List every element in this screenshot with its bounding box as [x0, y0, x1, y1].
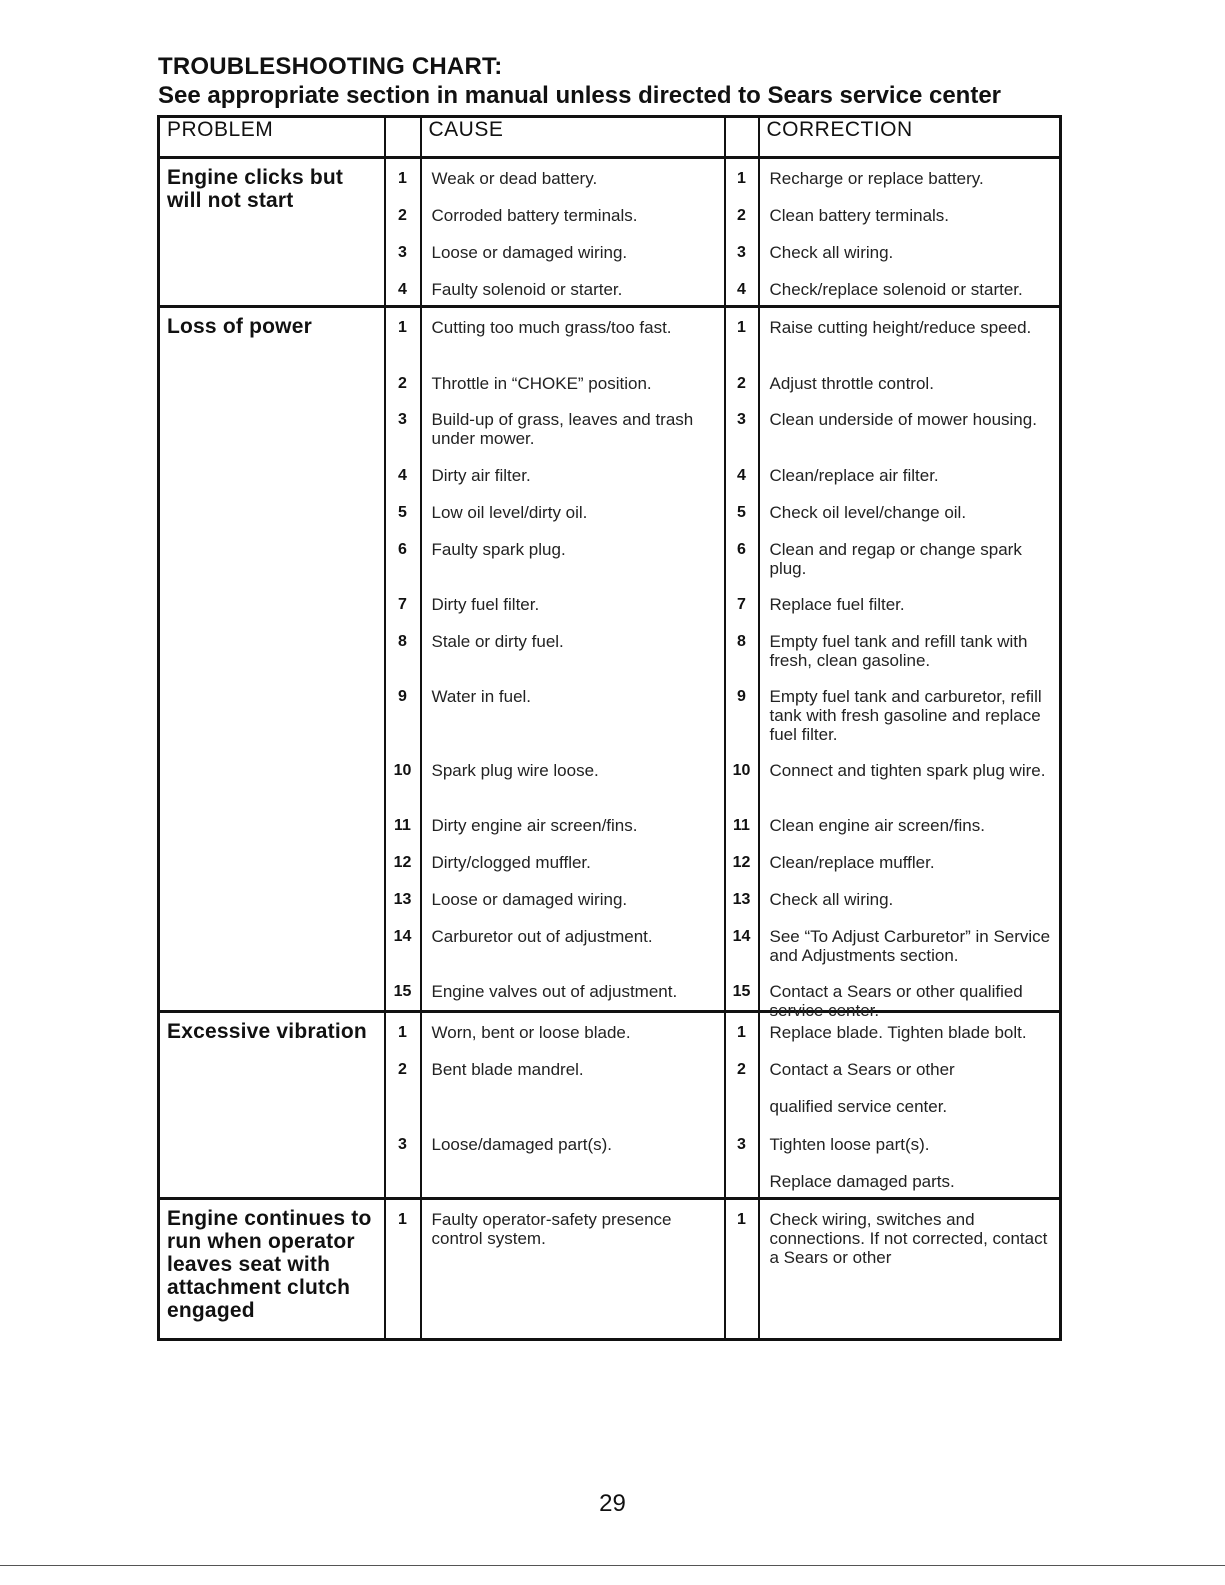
- cause-text: Faulty solenoid or starter.: [431, 280, 623, 299]
- correction-number-column: [725, 1012, 759, 1199]
- correction-text: Recharge or replace battery.: [769, 169, 984, 188]
- cause-number: 3: [398, 1136, 407, 1153]
- correction-text: Empty fuel tank and refill tank with fresh, clean gasoline.: [769, 632, 1028, 670]
- correction-text: Connect and tighten spark plug wire.: [769, 761, 1046, 780]
- page-title: TROUBLESHOOTING CHART:: [158, 53, 503, 80]
- correction-number: 4: [737, 281, 746, 298]
- cause-column: [421, 1199, 725, 1340]
- correction-number: 1: [737, 1024, 746, 1041]
- correction-number: 7: [737, 596, 746, 613]
- page-subtitle: See appropriate section in manual unless directed to Sears service center: [158, 82, 1001, 109]
- problem-cell: [159, 158, 385, 307]
- correction-number-column: [725, 1199, 759, 1340]
- cause-number: 2: [398, 1061, 407, 1078]
- cause-number: 9: [398, 688, 407, 705]
- header-row: [159, 117, 1061, 158]
- header-num-spacer: [725, 117, 759, 158]
- cause-text: [422, 1162, 724, 1197]
- cause-text: Dirty engine air screen/fins.: [431, 816, 638, 835]
- problem-label: Excessive vibration: [167, 1020, 367, 1043]
- correction-number: 13: [732, 891, 751, 908]
- problem-section: [159, 1012, 1061, 1199]
- problem-label: Engine clicks but will not start: [167, 166, 344, 212]
- cause-number-column: [385, 158, 421, 307]
- cause-text: Spark plug wire loose.: [431, 761, 599, 780]
- cause-text: Engine valves out of adjustment.: [431, 982, 678, 1001]
- correction-text: qualified service center.: [769, 1097, 948, 1116]
- cause-number: 5: [398, 504, 407, 521]
- cause-text: Dirty fuel filter.: [431, 595, 540, 614]
- correction-text: Clean/replace air filter.: [769, 466, 939, 485]
- correction-number: 3: [737, 244, 746, 261]
- correction-text: Empty fuel tank and carburetor, refill tank with fresh gasoline and replace fuel filter.: [769, 687, 1042, 744]
- cause-column: [421, 307, 725, 1012]
- bottom-rule: [0, 1565, 1225, 1566]
- cause-number: 4: [398, 281, 407, 298]
- page-number: 29: [599, 1490, 626, 1517]
- cause-text: Water in fuel.: [431, 687, 532, 706]
- header-problem: PROBLEM: [159, 117, 385, 158]
- cause-text: Weak or dead battery.: [431, 169, 598, 188]
- correction-number-column: [725, 307, 759, 1012]
- correction-number: 2: [737, 375, 746, 392]
- correction-number: 9: [737, 688, 746, 705]
- cause-number: 10: [393, 762, 412, 779]
- cause-number: 2: [398, 375, 407, 392]
- correction-column: [759, 1012, 1061, 1199]
- problem-section: [159, 307, 1061, 1012]
- cause-text: Dirty air filter.: [431, 466, 531, 485]
- cause-text: Low oil level/dirty oil.: [431, 503, 588, 522]
- correction-number: 3: [737, 1136, 746, 1153]
- cause-number: 2: [398, 207, 407, 224]
- troubleshooting-table: [157, 115, 1062, 1341]
- correction-column: [759, 307, 1061, 1020]
- cause-number: 3: [398, 411, 407, 428]
- correction-number: 15: [732, 983, 751, 1000]
- header-cause: CAUSE: [421, 117, 725, 158]
- cause-text: Loose or damaged wiring.: [431, 890, 628, 909]
- correction-text: Check oil level/change oil.: [769, 503, 967, 522]
- correction-text: Tighten loose part(s).: [769, 1135, 930, 1154]
- cause-number: 6: [398, 541, 407, 558]
- cause-number: 1: [398, 170, 407, 187]
- problem-section: [159, 158, 1061, 307]
- cause-number: 15: [393, 983, 412, 1000]
- cause-number: 12: [393, 854, 412, 871]
- cause-number: 11: [394, 817, 411, 834]
- correction-number: 2: [737, 1061, 746, 1078]
- correction-number: 10: [732, 762, 751, 779]
- problem-cell: [159, 1199, 385, 1340]
- cause-number: 14: [393, 928, 412, 945]
- cause-text: [422, 1087, 724, 1125]
- cause-text: Throttle in “CHOKE” position.: [431, 374, 652, 393]
- correction-number: 1: [737, 319, 746, 336]
- correction-text: Check wiring, switches and connections. If not corrected, contact a Sears or other: [769, 1210, 1048, 1267]
- correction-number: [726, 1087, 758, 1125]
- cause-text: Build-up of grass, leaves and trash under mower.: [431, 410, 694, 448]
- cause-column: [421, 158, 725, 307]
- problem-cell: [159, 307, 385, 1012]
- cause-number-column: [385, 1199, 421, 1340]
- correction-text: Clean engine air screen/fins.: [769, 816, 985, 835]
- correction-text: See “To Adjust Carburetor” in Service and Adjustments section.: [769, 927, 1051, 965]
- cause-text: Bent blade mandrel.: [431, 1060, 584, 1079]
- correction-text: Raise cutting height/reduce speed.: [769, 318, 1032, 337]
- correction-number: 1: [737, 1211, 746, 1228]
- cause-column: [421, 1012, 725, 1199]
- cause-number: 8: [398, 633, 407, 650]
- correction-text: Clean battery terminals.: [769, 206, 950, 225]
- cause-text: Loose/damaged part(s).: [431, 1135, 612, 1154]
- problem-cell: [159, 1012, 385, 1199]
- cause-number: 4: [398, 467, 407, 484]
- correction-number: 14: [732, 928, 751, 945]
- correction-column: [759, 158, 1061, 307]
- cause-text: Loose or damaged wiring.: [431, 243, 628, 262]
- correction-text: Contact a Sears or other: [769, 1060, 955, 1079]
- correction-number: 4: [737, 467, 746, 484]
- problem-section: [159, 1199, 1061, 1340]
- cause-number: 7: [398, 596, 407, 613]
- problem-label: Engine continues to run when operator leaves seat with attachment clutch engaged: [167, 1207, 372, 1322]
- cause-number: [386, 1162, 420, 1197]
- cause-number-column: [385, 307, 421, 1012]
- header-correction: CORRECTION: [759, 117, 1061, 158]
- correction-number: 1: [737, 170, 746, 187]
- correction-number: [726, 1162, 758, 1197]
- correction-number: 2: [737, 207, 746, 224]
- correction-text: Adjust throttle control.: [769, 374, 934, 393]
- correction-text: Check all wiring.: [769, 890, 894, 909]
- correction-number: 8: [737, 633, 746, 650]
- correction-text: Replace damaged parts.: [769, 1172, 955, 1191]
- problem-label: Loss of power: [167, 315, 312, 338]
- correction-text: Check all wiring.: [769, 243, 894, 262]
- cause-number: 1: [398, 1024, 407, 1041]
- cause-text: Dirty/clogged muffler.: [431, 853, 591, 872]
- correction-number: 3: [737, 411, 746, 428]
- correction-text: Replace fuel filter.: [769, 595, 905, 614]
- correction-column: [759, 1199, 1061, 1340]
- correction-text: Clean and regap or change spark plug.: [769, 540, 1022, 578]
- cause-text: Carburetor out of adjustment.: [431, 927, 653, 946]
- cause-text: Stale or dirty fuel.: [431, 632, 564, 651]
- cause-number: 1: [398, 1211, 407, 1228]
- header-num-spacer: [385, 117, 421, 158]
- correction-number: 11: [733, 817, 750, 834]
- correction-number-column: [725, 158, 759, 307]
- cause-text: Cutting too much grass/too fast.: [431, 318, 672, 337]
- cause-text: Corroded battery terminals.: [431, 206, 638, 225]
- correction-text: Contact a Sears or other qualified service center.: [769, 982, 1023, 1020]
- correction-text: Check/replace solenoid or starter.: [769, 280, 1023, 299]
- cause-text: Faulty spark plug.: [431, 540, 566, 559]
- cause-number-column: [385, 1012, 421, 1199]
- cause-number: 1: [398, 319, 407, 336]
- cause-text: Faulty operator-safety presence control system.: [431, 1210, 672, 1248]
- correction-number: 5: [737, 504, 746, 521]
- correction-text: Clean underside of mower housing.: [769, 410, 1037, 429]
- correction-text: Replace blade. Tighten blade bolt.: [769, 1023, 1027, 1042]
- cause-number: 13: [393, 891, 412, 908]
- cause-number: 3: [398, 244, 407, 261]
- correction-text: Clean/replace muffler.: [769, 853, 935, 872]
- correction-number: 12: [732, 854, 751, 871]
- cause-number: [386, 1087, 420, 1125]
- cause-text: Worn, bent or loose blade.: [431, 1023, 631, 1042]
- correction-number: 6: [737, 541, 746, 558]
